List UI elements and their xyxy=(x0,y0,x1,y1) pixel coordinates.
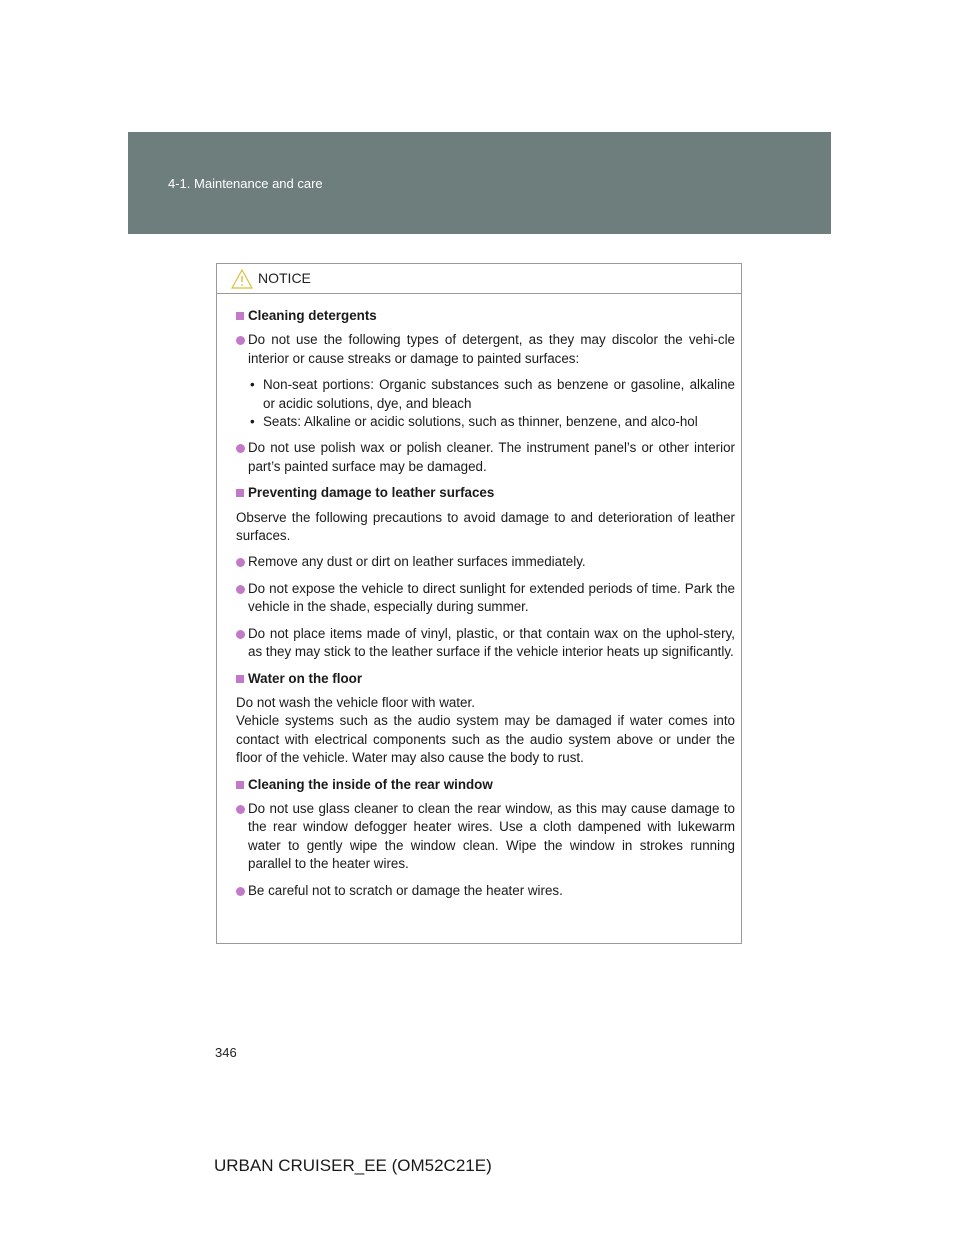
section-heading: Preventing damage to leather surfaces xyxy=(236,484,735,502)
notice-label: NOTICE xyxy=(258,270,311,286)
section-heading: Cleaning the inside of the rear window xyxy=(236,776,735,794)
paragraph-line: Vehicle systems such as the audio system may be damaged if water comes into contact with electrical components such as the audio system above or under the floor of the vehicle. Water may also cause the body to rust. xyxy=(236,713,735,766)
notice-body xyxy=(217,294,741,900)
bullet-item: Do not use polish wax or polish cleaner. The instrument panel’s or other interior part’s painted surface may be damaged. xyxy=(236,439,735,476)
paragraph: Observe the following precautions to avoid damage to and deterioration of leather surfaces. xyxy=(236,509,735,544)
notice-box xyxy=(216,263,742,944)
document-code: URBAN CRUISER_EE (OM52C21E) xyxy=(214,1156,492,1175)
notice-header xyxy=(217,264,741,294)
sub-list xyxy=(248,376,735,431)
sub-item: • Non-seat portions: Organic substances such as benzene or gasoline, alkaline or acidic solutions, dye, and bleach xyxy=(248,376,735,413)
bullet-item: Remove any dust or dirt on leather surfaces immediately. xyxy=(236,553,735,571)
section-header xyxy=(128,132,831,234)
bullet-item: Do not use the following types of detergent, as they may discolor the vehi-cle interior or cause streaks or damage to painted surfaces: xyxy=(236,331,735,368)
sub-item: • Seats: Alkaline or acidic solutions, such as thinner, benzene, and alco-hol xyxy=(248,413,735,431)
section-heading: Water on the floor xyxy=(236,670,735,688)
section-heading: Cleaning detergents xyxy=(236,307,735,325)
paragraph-line: Do not wash the vehicle floor with water. xyxy=(236,694,475,710)
section-title: 4-1. Maintenance and care xyxy=(168,176,323,191)
bullet-item: Do not use glass cleaner to clean the rear window, as this may cause damage to the rear window defogger heater wires. Use a cloth dampened with lukewarm water to gently wipe the window clean. Wipe the window in strokes running parallel to the heater wires. xyxy=(236,800,735,874)
warning-icon xyxy=(231,269,253,289)
bullet-item: Be careful not to scratch or damage the heater wires. xyxy=(236,882,735,900)
bullet-item: Do not expose the vehicle to direct sunlight for extended periods of time. Park the vehicle in the shade, especially during summer. xyxy=(236,580,735,617)
bullet-item: Do not place items made of vinyl, plastic, or that contain wax on the uphol-stery, as they may stick to the leather surface if the vehicle interior heats up significantly. xyxy=(236,625,735,662)
paragraph xyxy=(236,694,735,768)
page-number: 346 xyxy=(215,1045,237,1060)
